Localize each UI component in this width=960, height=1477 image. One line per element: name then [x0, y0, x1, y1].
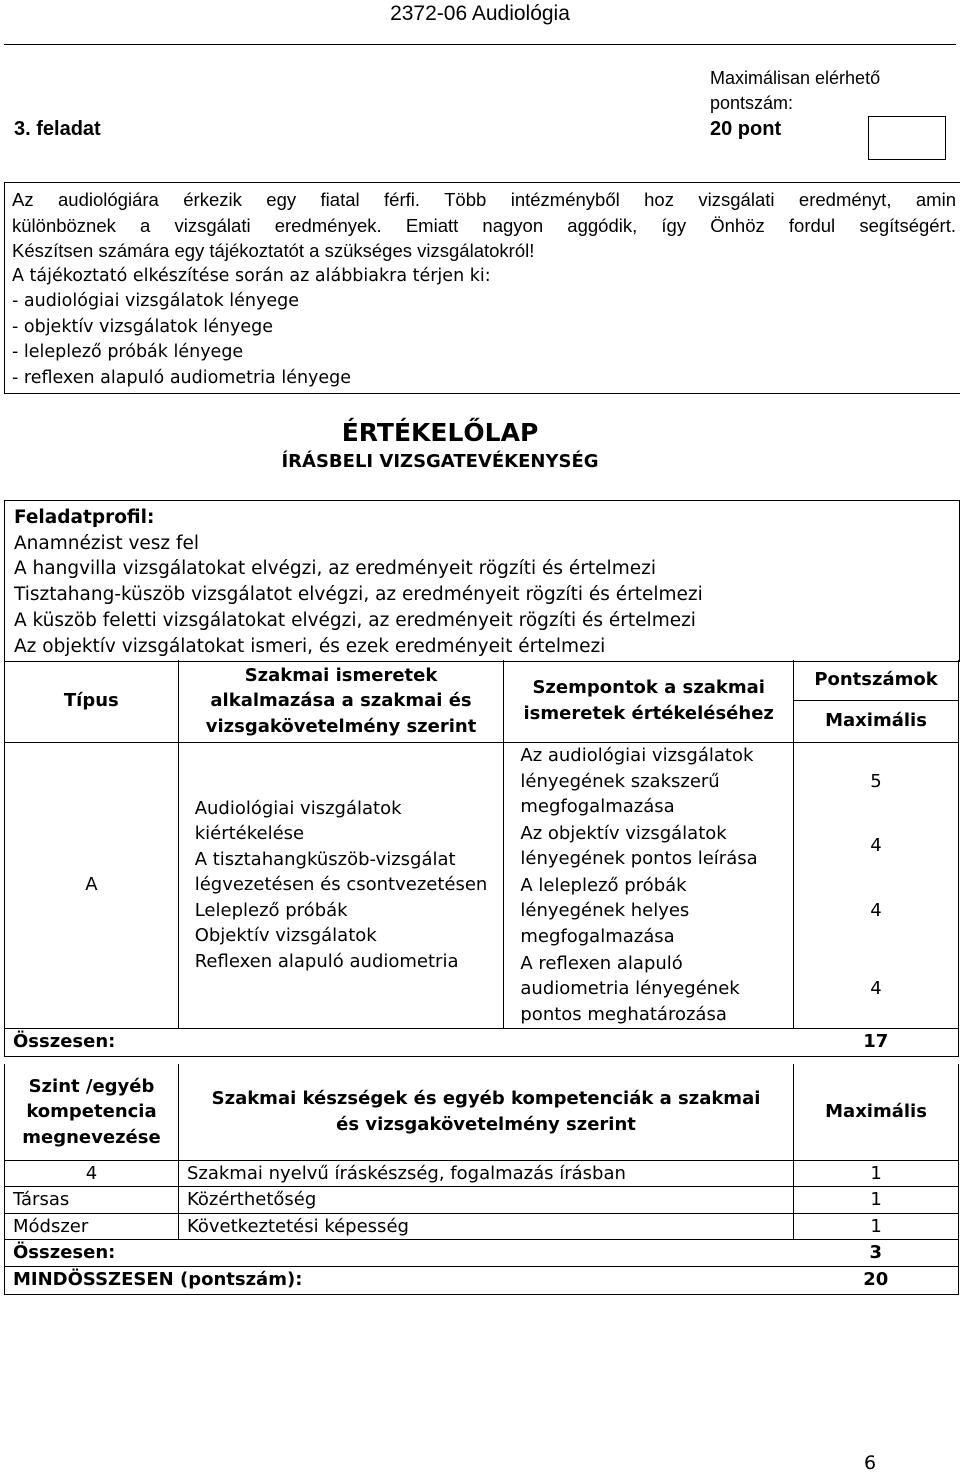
criterion-points: 5	[794, 742, 959, 820]
col-knowledge-header	[178, 660, 504, 742]
table-row	[5, 1187, 959, 1214]
max-points-label-line2: pontszám:	[710, 93, 794, 113]
task-item: - audiológiai vizsgálatok lényege	[12, 291, 299, 311]
knowledge-item: légvezetésen és csontvezetésen	[194, 874, 488, 896]
grand-total-label: MINDÖSSZESEN (pontszám):	[5, 1266, 794, 1294]
profile-item: Anamnézist vesz fel	[14, 532, 200, 554]
type-value: A	[5, 742, 179, 1028]
competency-level: Módszer	[5, 1213, 179, 1240]
criterion-line: Az audiológiai vizsgálatok	[520, 745, 754, 766]
criterion-cell	[504, 742, 794, 820]
knowledge-item: Reflexen alapuló audiometria	[194, 950, 459, 972]
competency-skill: Közérthetőség	[178, 1187, 793, 1214]
criterion-line: lényegének helyes	[520, 900, 690, 922]
task-description-line: Készítsen számára egy tájékoztatót a szükséges vizsgálatokról!	[12, 240, 535, 261]
knowledge-item: A tisztahangküszöb-vizsgálat	[194, 848, 456, 870]
competency-skill: Következtetési képesség	[178, 1213, 793, 1240]
evaluation-title: ÉRTÉKELŐLAP	[341, 418, 539, 447]
evaluation-subtitle: ÍRÁSBELI VIZSGATEVÉKENYSÉG	[281, 451, 599, 472]
task-profile-box	[4, 500, 960, 662]
competency-skill: Szakmai nyelvű íráskészség, fogalmazás írásban	[178, 1160, 793, 1187]
col-skills-header-line: és vizsgakövetelmény szerint	[336, 1113, 636, 1135]
task-description-line: Az audiológiára érkezik egy fiatal férfi. Több intézményből hoz vizsgálati eredményt, amin	[12, 189, 956, 210]
col-criteria-header	[504, 660, 794, 742]
table-row	[5, 1160, 959, 1187]
header-divider	[4, 44, 956, 45]
col-level-header-line: kompetencia	[26, 1101, 157, 1122]
knowledge-item: Leleplező próbák	[194, 899, 348, 921]
competency-level: Társas	[5, 1187, 179, 1214]
col-max-header: Maximális	[794, 1064, 959, 1160]
criterion-line: lényegének pontos leírása	[520, 848, 758, 869]
col-level-header	[5, 1064, 179, 1160]
competency-score-table	[4, 1064, 959, 1295]
col-skills-header	[178, 1064, 793, 1160]
col-type-header: Típus	[5, 660, 179, 742]
criterion-cell	[504, 820, 794, 872]
task-item: - leleplező próbák lényege	[12, 342, 244, 362]
knowledge-item: kiértékelése	[194, 823, 305, 845]
table2-total-value: 3	[794, 1240, 959, 1267]
criterion-line: megfogalmazása	[520, 925, 675, 947]
profile-label: Feladatprofil:	[14, 507, 155, 528]
table2-total-label: Összesen:	[5, 1240, 794, 1267]
profile-item: A hangvilla vizsgálatokat elvégzi, az eredményeit rögzíti és értelmezi	[14, 558, 656, 580]
criterion-line: audiometria lényegének	[520, 978, 740, 999]
col-skills-header-line: Szakmai készségek és egyéb kompetenciák a szakmai	[211, 1088, 761, 1110]
task-instruction: A tájékoztató elkészítése során az alábbiakra térjen ki:	[12, 265, 491, 286]
score-entry-box	[868, 116, 946, 160]
profile-item: A küszöb feletti vizsgálatokat elvégzi, az eredményeit rögzíti és értelmezi	[14, 609, 696, 631]
table1-total-value: 17	[794, 1028, 959, 1056]
criterion-points: 4	[794, 820, 959, 872]
col-knowledge-header-line: Szakmai ismeretek	[244, 664, 438, 686]
profile-item: Az objektív vizsgálatokat ismeri, és ezek eredményeit értelmezi	[14, 635, 606, 657]
task-item: - objektív vizsgálatok lényege	[12, 316, 274, 337]
max-points-label-line1: Maximálisan elérhető	[710, 68, 881, 88]
task-title: 3. feladat	[14, 118, 101, 140]
criterion-line: megfogalmazása	[520, 796, 675, 817]
criterion-points: 4	[794, 950, 959, 1028]
page-header-title: 2372-06 Audiológia	[390, 2, 570, 25]
table1-total-label: Összesen:	[5, 1028, 794, 1056]
max-points-label	[710, 66, 880, 116]
criterion-line: A reflexen alapuló	[520, 952, 683, 974]
col-knowledge-header-line: alkalmazása a szakmai és	[210, 690, 472, 711]
knowledge-item: Objektív vizsgálatok	[194, 925, 377, 947]
knowledge-item: Audiológiai viszgálatok	[194, 797, 402, 819]
competency-max: 1	[794, 1213, 959, 1240]
col-knowledge-header-line: vizsgakövetelmény szerint	[205, 715, 477, 737]
col-max-header: Maximális	[794, 700, 959, 742]
criterion-line: A leleplező próbák	[520, 874, 687, 896]
col-criteria-header-line: ismeretek értékeléséhez	[523, 702, 774, 724]
col-level-header-line: megnevezése	[22, 1126, 161, 1148]
knowledge-items	[178, 742, 504, 1028]
criterion-line: lényegének szakszerű	[520, 770, 720, 792]
task-points: 20 pont	[710, 118, 782, 140]
criterion-points: 4	[794, 872, 959, 950]
col-level-header-line: Szint /egyéb	[28, 1075, 155, 1097]
profile-item: Tisztahang-küszöb vizsgálatot elvégzi, az eredményeit rögzíti és értelmezi	[14, 584, 703, 606]
competency-level: 4	[5, 1160, 179, 1187]
task-description-box	[4, 182, 960, 394]
task-description-line: különböznek a vizsgálati eredmények. Emiatt nagyon aggódik, így Önhöz fordul segítségért.	[12, 214, 956, 236]
competency-max: 1	[794, 1160, 959, 1187]
grand-total-value: 20	[794, 1266, 959, 1294]
knowledge-score-table	[4, 660, 959, 1057]
task-item: - reflexen alapuló audiometria lényege	[12, 367, 352, 388]
criterion-cell	[504, 950, 794, 1028]
page-number: 6	[864, 1452, 877, 1474]
criterion-cell	[504, 872, 794, 950]
col-points-header: Pontszámok	[794, 660, 959, 700]
table-row	[5, 1213, 959, 1240]
col-criteria-header-line: Szempontok a szakmai	[532, 677, 765, 699]
competency-max: 1	[794, 1187, 959, 1214]
criterion-line: pontos meghatározása	[520, 1003, 727, 1025]
criterion-line: Az objektív vizsgálatok	[520, 822, 727, 844]
